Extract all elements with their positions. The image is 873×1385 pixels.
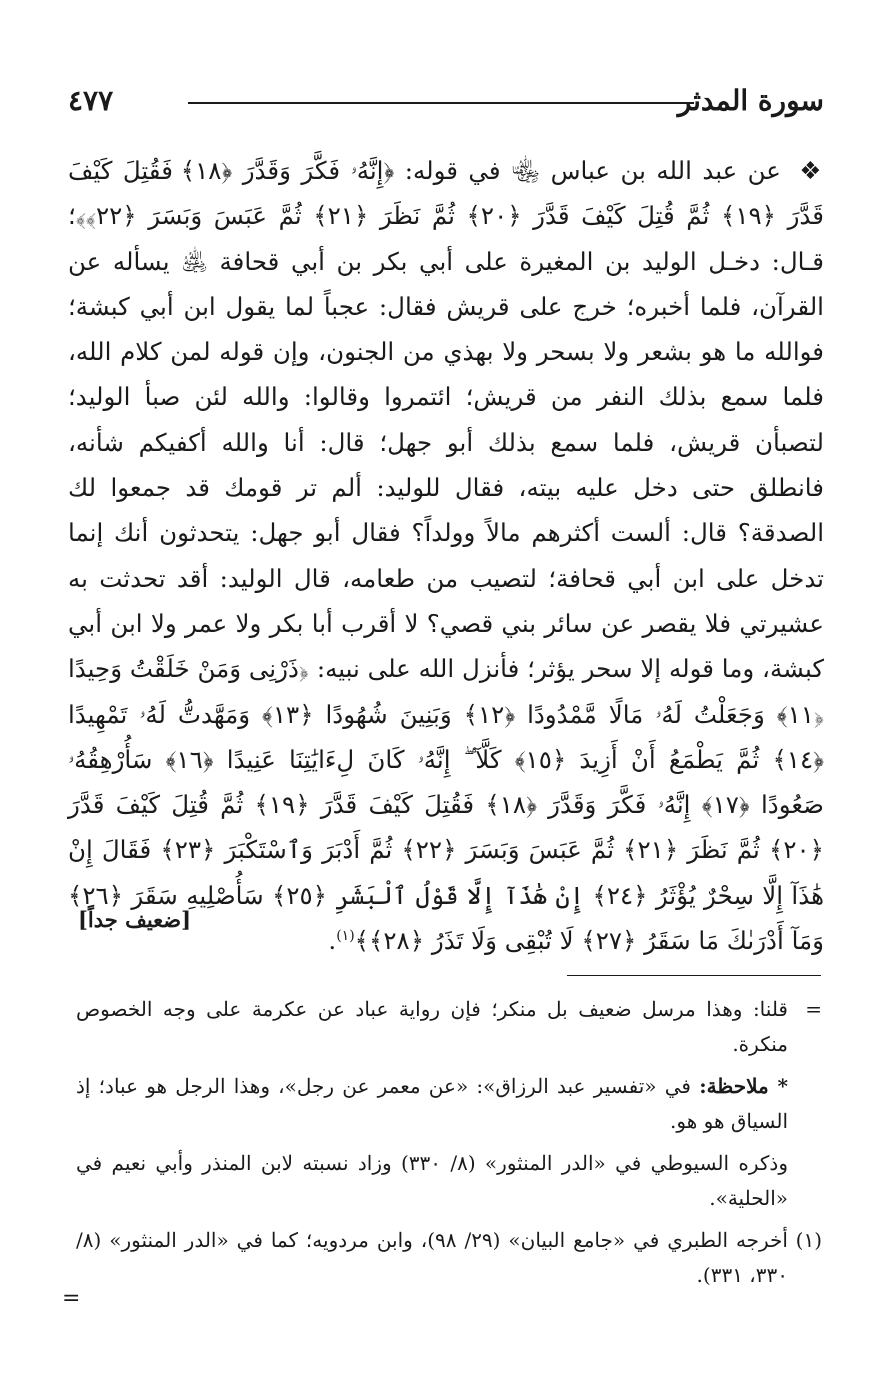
hadith-narration: ؛ قـال: دخـل الوليد بن المغيرة على أبي بكر بن أبي قحافة ﵁ يسأله عن القرآن، فلما أخبره؛ خرج على قريش فقال: عجباً لما يقول ابن أبي كبشة؛ فوالله ما هو بشعر ولا بسحر ولا بهذي من الجنون، وإن قوله لمن كلام الله، فلما سمع بذلك النفر من قريش؛ ائتمروا وقالوا: والله لئن صبأ الوليد؛ لتصبأن قريش، فلما سمع بذلك أبو جهل؛ قال: أنا والله أكفيكم شأنه، فانطلق حتى دخل عليه بيته، فقال للوليد: ألم تر قومك قد جمعوا لك الصدقة؟ قال: ألست أكثرهم مالاً وولداً؟ فقال أبو جهل: يتحدثون أنك إنما تدخل على ابن أبي قحافة؛ لتصيب من طعامه، قال الوليد: أقد تحدثت به عشيرتي فلا يقصر عن سائر بني قصي؟ لا أقرب أبا بكر ولا عمر ولا ابن أبي كبشة، وما قوله إلا سحر يؤثر؛ فأنزل الله على نبيه: bbox=[68, 201, 825, 684]
hadith-intro: عن عبد الله بن عباس ﵄ في قوله: bbox=[404, 156, 781, 185]
header-rule bbox=[188, 102, 694, 104]
footnote-1-text: أخرجه الطبري في «جامع البيان» (٢٩/ ٩٨)، وابن مردويه؛ كما في «الدر المنثور» (٨/ ٣٣٠، ٣٣١). bbox=[76, 1228, 788, 1287]
footnote-reference[interactable]: (١) bbox=[336, 927, 355, 944]
note-label: * ملاحظة: bbox=[699, 1074, 788, 1098]
page-header bbox=[68, 80, 824, 120]
footnote-note bbox=[76, 1069, 822, 1139]
hadith-paragraph bbox=[68, 148, 824, 963]
footnote-1-marker: (١) bbox=[795, 1228, 822, 1252]
footnote-continuation bbox=[76, 992, 822, 1062]
footnote-paragraph: قلنا: وهذا مرسل ضعيف بل منكر؛ فإن رواية عباد عن عكرمة على وجه الخصوص منكرة. bbox=[76, 997, 788, 1056]
surah-title: سورة المدثر bbox=[677, 84, 824, 117]
note-text: في «تفسير عبد الرزاق»: «عن معمر عن رجل»، وهذا الرجل هو عباد؛ إذ السياق هو هو. bbox=[76, 1074, 788, 1133]
quran-verse-2: ﴿ذَرْنِى وَمَنْ خَلَقْتُ وَحِيدًا ﴿١١﴾ وَجَعَلْتُ لَهُۥ مَالًا مَّمْدُودًا ﴿١٢﴾ وَبَنِينَ شُهُودًا ﴿١٣﴾ وَمَهَّدتُّ لَهُۥ تَمْهِيدًا ﴿١٤﴾ ثُمَّ يَطْمَعُ أَنْ أَزِيدَ ﴿١٥﴾ كَلَّآ ۖ إِنَّهُۥ كَانَ لِءَايَٰتِنَا عَنِيدًا ﴿١٦﴾ سَأُرْهِقُهُۥ صَعُودًا ﴿١٧﴾ إِنَّهُۥ فَكَّرَ وَقَدَّرَ ﴿١٨﴾ فَقُتِلَ كَيْفَ قَدَّرَ ﴿١٩﴾ ثُمَّ قُتِلَ كَيْفَ قَدَّرَ ﴿٢٠﴾ ثُمَّ نَظَرَ ﴿٢١﴾ ثُمَّ عَبَسَ وَبَسَرَ ﴿٢٢﴾ ثُمَّ أَدْبَرَ وَٱسْتَكْبَرَ ﴿٢٣﴾ فَقَالَ إِنْ هَٰذَآ إِلَّا سِحْرٌ يُؤْثَرُ ﴿٢٤﴾ إِنْ هَٰذَآ إِلَّا قَوْلُ ٱلْبَشَرِ ﴿٢٥﴾ سَأُصْلِيهِ سَقَرَ ﴿٢٦﴾ وَمَآ أَدْرَىٰكَ مَا سَقَرُ ﴿٢٧﴾ لَا تُبْقِى وَلَا تَذَرُ ﴿٢٨﴾﴾ bbox=[68, 654, 825, 956]
main-text bbox=[68, 148, 824, 963]
footnotes bbox=[76, 992, 822, 1300]
quran-verse-1: ﴿إِنَّهُۥ فَكَّرَ وَقَدَّرَ ﴿١٨﴾ فَقُتِلَ كَيْفَ قَدَّرَ ﴿١٩﴾ ثُمَّ قُتِلَ كَيْفَ قَدَّرَ ﴿٢٠﴾ ثُمَّ نَظَرَ ﴿٢١﴾ ثُمَّ عَبَسَ وَبَسَرَ ﴿٢٢﴾﴾ bbox=[68, 156, 824, 231]
page-number: ٤٧٧ bbox=[68, 84, 114, 117]
footnote-paragraph-2 bbox=[76, 1146, 822, 1216]
continuation-marker: = bbox=[805, 997, 822, 1021]
footnote-rule bbox=[567, 975, 821, 976]
hadith-grading: [ضعيف جداً] bbox=[78, 907, 192, 932]
end-punctuation: . bbox=[328, 926, 337, 956]
bullet-icon: ❖ bbox=[799, 156, 824, 185]
footnote-paragraph: وذكره السيوطي في «الدر المنثور» (٨/ ٣٣٠) وزاد نسبته لابن المنذر وأبي نعيم في «الحلية». bbox=[76, 1151, 788, 1210]
footnote-1 bbox=[76, 1223, 822, 1293]
page-continues-marker: = bbox=[62, 1286, 81, 1311]
